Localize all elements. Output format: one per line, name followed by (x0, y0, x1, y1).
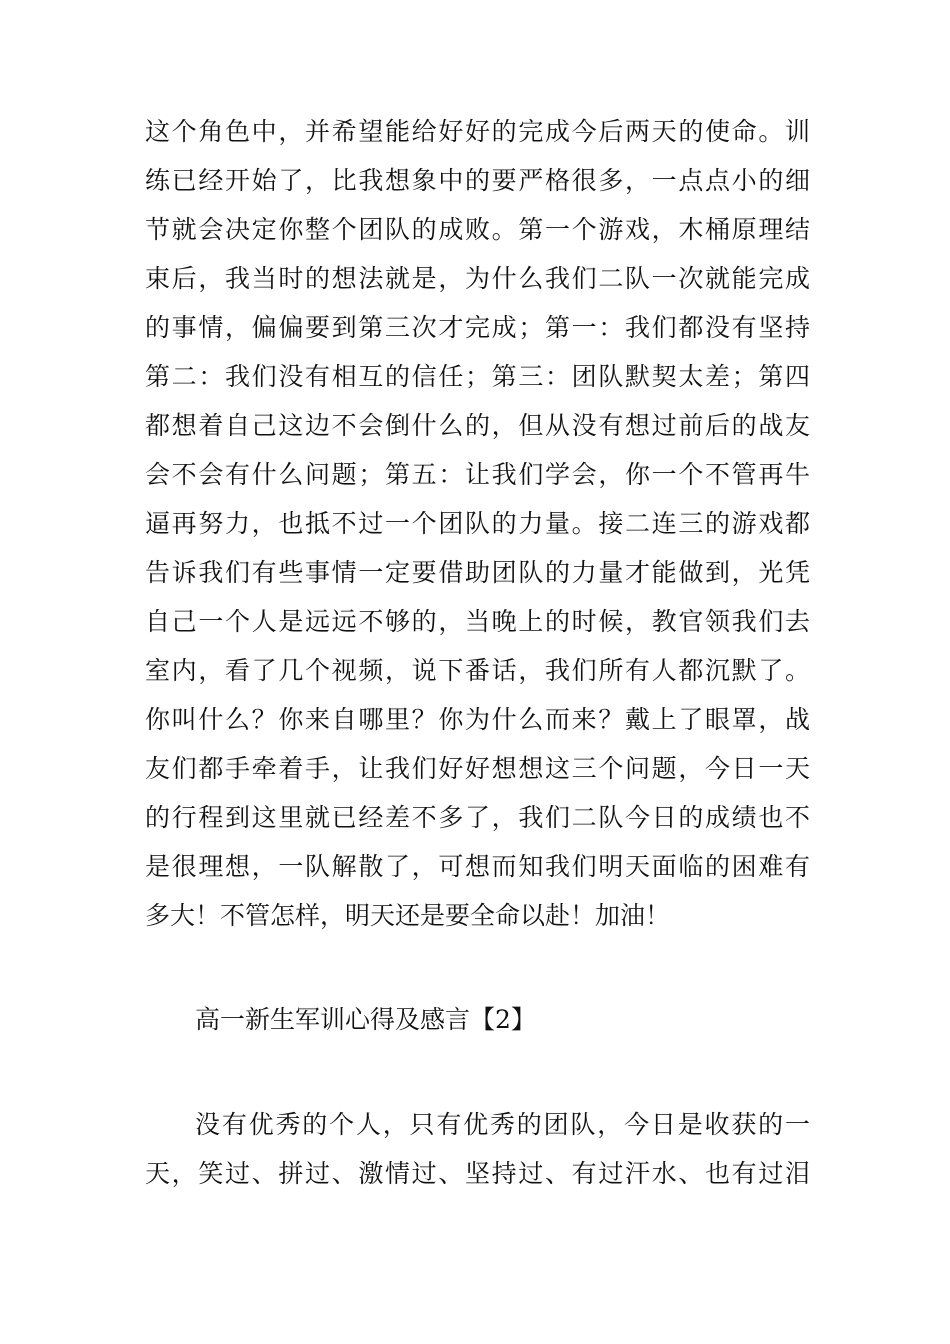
paragraph-2 (145, 1100, 810, 1198)
document-page (145, 107, 810, 1198)
text-line: 这个角色中，并希望能给好好的完成今后两天的使命。训 (145, 117, 810, 146)
text-line: 你叫什么？你来自哪里？你为什么而来？戴上了眼罩，战 (145, 705, 810, 734)
text-line: 天，笑过、拼过、激情过、坚持过、有过汗水、也有过泪 (145, 1159, 810, 1188)
text-line: 室内，看了几个视频，说下番话，我们所有人都沉默了。 (145, 656, 810, 685)
text-line: 的行程到这里就已经差不多了，我们二队今日的成绩也不 (145, 803, 810, 832)
text-line: 会不会有什么问题；第五：让我们学会，你一个不管再牛 (145, 460, 810, 489)
text-line: 告诉我们有些事情一定要借助团队的力量才能做到，光凭 (145, 558, 810, 587)
text-line: 友们都手牵着手，让我们好好想想这三个问题，今日一天 (145, 754, 810, 783)
text-line: 自己一个人是远远不够的，当晚上的时候，教官领我们去 (145, 607, 810, 636)
text-line: 没有优秀的个人，只有优秀的团队，今日是收获的一 (195, 1110, 810, 1139)
text-line: 是很理想，一队解散了，可想而知我们明天面临的困难有 (145, 852, 810, 881)
text-line: 练已经开始了，比我想象中的要严格很多，一点点小的细 (145, 166, 810, 195)
text-line: 逼再努力，也抵不过一个团队的力量。接二连三的游戏都 (145, 509, 810, 538)
text-line: 束后，我当时的想法就是，为什么我们二队一次就能完成 (145, 264, 810, 293)
section-heading: 高一新生军训心得及感言【2】 (195, 1005, 536, 1034)
text-line: 第二：我们没有相互的信任；第三：团队默契太差；第四 (145, 362, 810, 391)
text-line: 多大！不管怎样，明天还是要全命以赴！加油！ (145, 901, 671, 930)
text-line: 节就会决定你整个团队的成败。第一个游戏，木桶原理结 (145, 215, 810, 244)
text-line: 都想着自己这边不会倒什么的，但从没有想过前后的战友 (145, 411, 810, 440)
text-line: 的事情，偏偏要到第三次才完成；第一：我们都没有坚持 (145, 313, 810, 342)
paragraph-1 (145, 107, 810, 940)
